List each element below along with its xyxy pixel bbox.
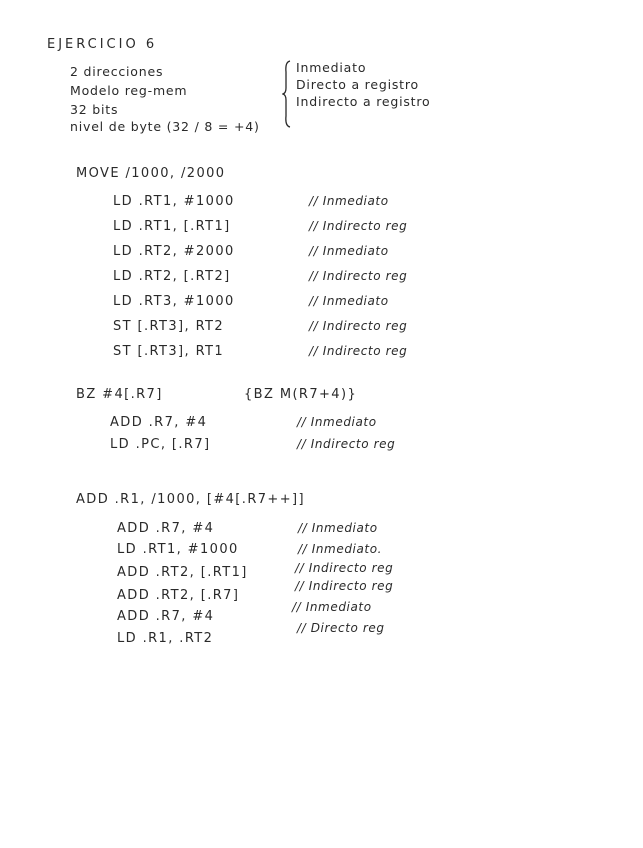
block-2-line-1-comment: // Inmediato	[297, 415, 377, 429]
block-1-line-6-comment: // Indirecto reg	[309, 319, 408, 333]
header-left-line-4: nivel de byte (32 / 8 = +4)	[70, 119, 260, 134]
header-right-line-1: Inmediato	[296, 60, 367, 75]
header-left-line-3: 32 bits	[70, 102, 119, 117]
block-3-line-6-code: LD .R1, .RT2	[117, 631, 214, 646]
block-1-line-1-code: LD .RT1, #1000	[113, 194, 235, 209]
block-1-line-6-code: ST [.RT3], RT2	[113, 319, 225, 334]
block-2-line-2-code: LD .PC, [.R7]	[110, 437, 211, 452]
block-1-line-2-code: LD .RT1, [.RT1]	[113, 219, 231, 234]
block-3-line-2-comment: // Inmediato.	[298, 542, 383, 556]
curly-brace	[282, 60, 292, 128]
block-1-line-4-code: LD .RT2, [.RT2]	[113, 269, 231, 284]
block-2-heading-note: {BZ M(R7+4)}	[244, 387, 358, 402]
block-2-heading: BZ #4[.R7]	[76, 387, 163, 402]
block-2-line-1-code: ADD .R7, #4	[110, 415, 208, 430]
block-3-line-5-code: ADD .R7, #4	[117, 609, 215, 624]
block-3-line-3-code: ADD .RT2, [.RT1]	[117, 565, 248, 580]
header-right-line-3: Indirecto a registro	[296, 94, 431, 109]
block-3-line-1-code: ADD .R7, #4	[117, 521, 215, 536]
block-3-line-6-comment: // Directo reg	[297, 621, 385, 635]
block-1-line-7-code: ST [.RT3], RT1	[113, 344, 225, 359]
block-3-line-3-comment: // Indirecto reg	[295, 561, 394, 575]
block-3-line-4-code: ADD .RT2, [.R7]	[117, 588, 240, 603]
block-3-line-4-comment: // Indirecto reg	[295, 579, 394, 593]
block-3-line-1-comment: // Inmediato	[298, 521, 378, 535]
block-3-heading: ADD .R1, /1000, [#4[.R7++]]	[76, 492, 305, 507]
block-3-line-5-comment: // Inmediato	[292, 600, 372, 614]
block-1-line-3-comment: // Inmediato	[309, 244, 389, 258]
block-2-line-2-comment: // Indirecto reg	[297, 437, 396, 451]
header-left-line-1: 2 direcciones	[70, 64, 164, 79]
exercise-title: EJERCICIO 6	[47, 37, 158, 52]
block-3-line-2-code: LD .RT1, #1000	[117, 542, 239, 557]
block-1-line-5-comment: // Inmediato	[309, 294, 389, 308]
header-right-line-2: Directo a registro	[296, 77, 419, 92]
block-1-line-5-code: LD .RT3, #1000	[113, 294, 235, 309]
header-left-line-2: Modelo reg-mem	[70, 83, 188, 98]
block-1-line-2-comment: // Indirecto reg	[309, 219, 408, 233]
block-1-heading: MOVE /1000, /2000	[76, 166, 226, 181]
block-1-line-7-comment: // Indirecto reg	[309, 344, 408, 358]
block-1-line-3-code: LD .RT2, #2000	[113, 244, 235, 259]
block-1-line-1-comment: // Inmediato	[309, 194, 389, 208]
block-1-line-4-comment: // Indirecto reg	[309, 269, 408, 283]
